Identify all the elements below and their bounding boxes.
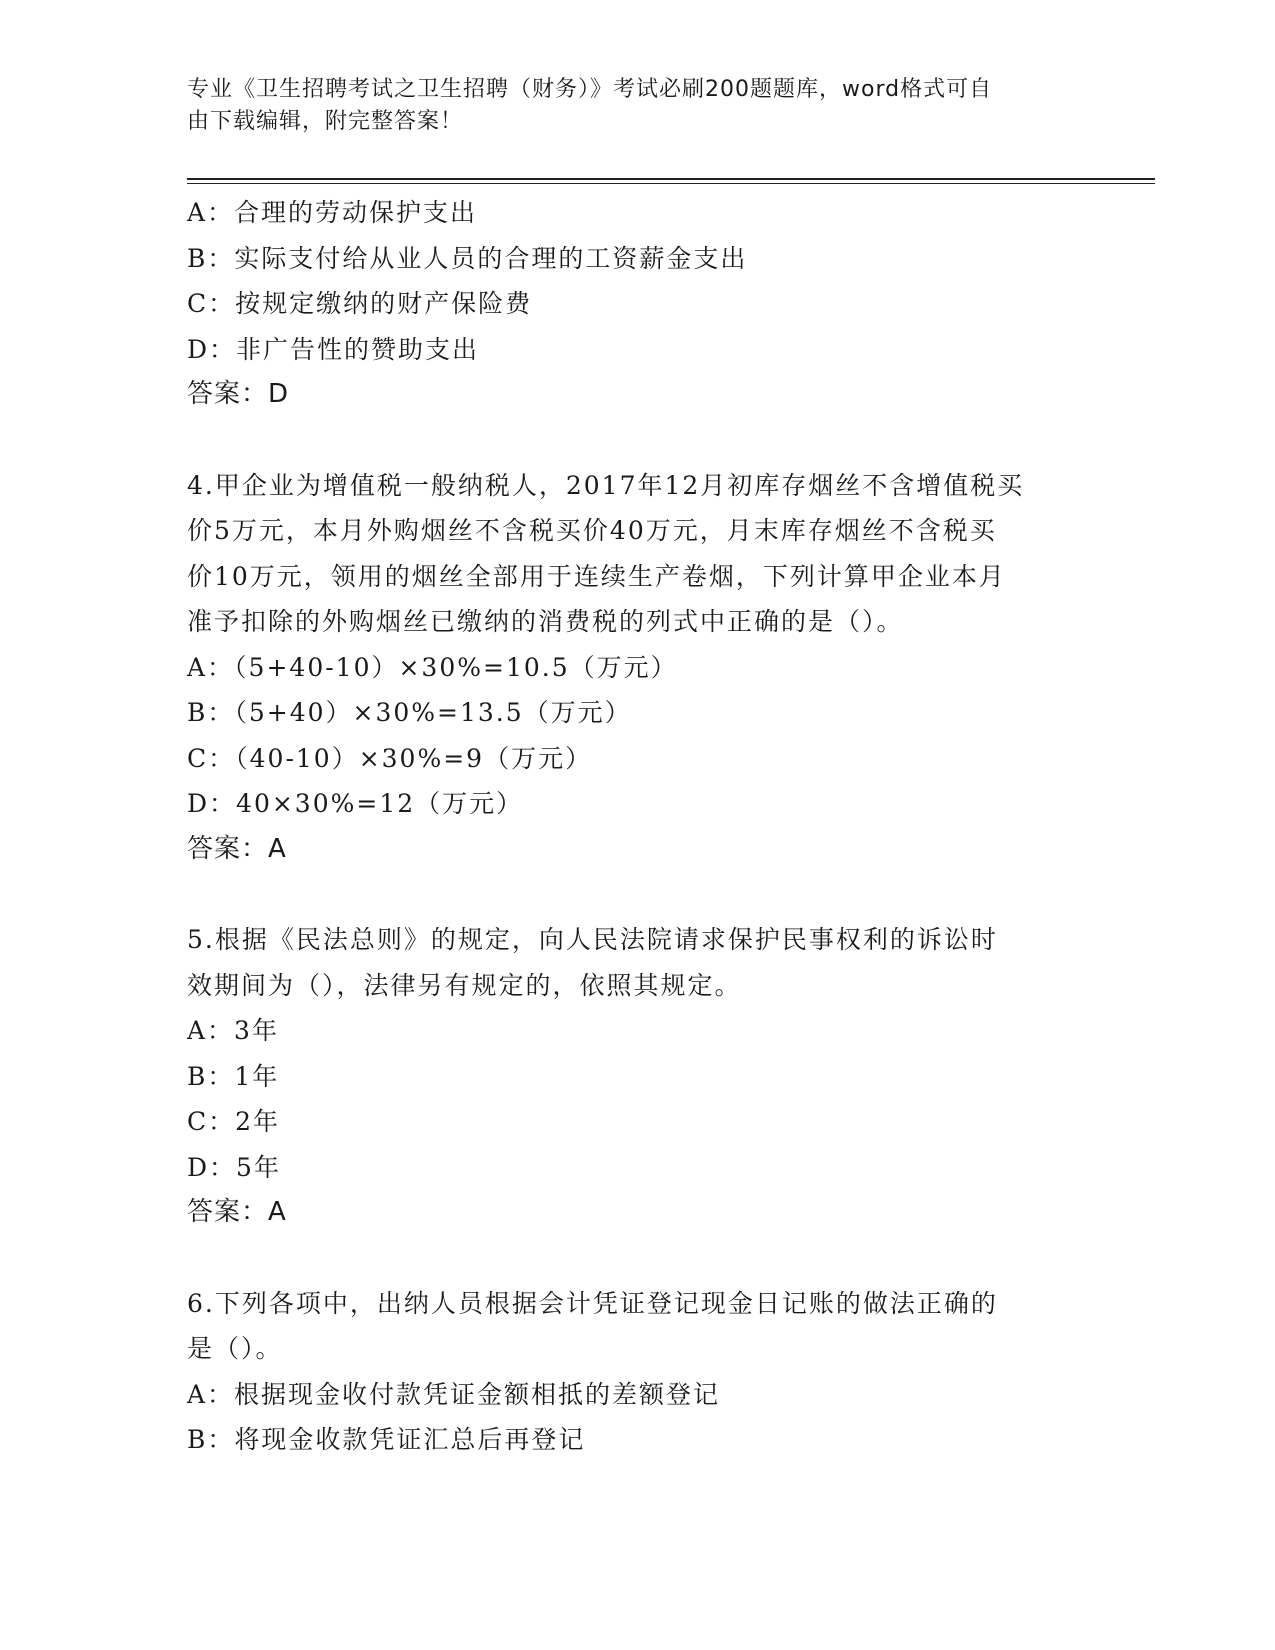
option-c: C：按规定缴纳的财产保险费 bbox=[187, 289, 533, 318]
question-text-line: 5.根据《民法总则》的规定，向人民法院请求保护民事权利的诉讼时 bbox=[187, 925, 998, 954]
block-spacer bbox=[187, 418, 1087, 463]
answer-line: 答案：A bbox=[187, 833, 287, 864]
question-text-line: 4.甲企业为增值税一般纳税人，2017年12月初库存烟丝不含增值税买 bbox=[187, 470, 1025, 500]
option-b: B：（5+40）×30%=13.5（万元） bbox=[187, 698, 632, 727]
question-text-line: 价5万元，本月外购烟丝不含税买价40万元，月末库存烟丝不含税买 bbox=[187, 516, 997, 545]
question-list bbox=[187, 190, 1087, 1463]
answer-line: 答案：D bbox=[187, 379, 290, 409]
option-c: C：2年 bbox=[187, 1107, 281, 1136]
option-a: A：3年 bbox=[187, 1016, 279, 1045]
answer-line: 答案：A bbox=[187, 1197, 287, 1227]
question-text-line: 是（）。 bbox=[187, 1334, 283, 1363]
option-c: C：（40-10）×30%=9（万元） bbox=[187, 743, 593, 773]
option-b: B：1年 bbox=[187, 1061, 280, 1091]
option-a: A：（5+40-10）×30%=10.5（万元） bbox=[187, 652, 678, 682]
header-divider-thin bbox=[187, 183, 1155, 184]
option-b: B：实际支付给从业人员的合理的工资薪金支出 bbox=[187, 243, 748, 273]
block-spacer bbox=[187, 872, 1087, 917]
document-header bbox=[187, 74, 1067, 138]
option-d: D：40×30%=12（万元） bbox=[187, 789, 524, 818]
question-text-line: 效期间为（），法律另有规定的，依照其规定。 bbox=[187, 970, 742, 1000]
option-b: B：将现金收款凭证汇总后再登记 bbox=[187, 1425, 586, 1454]
question-block bbox=[187, 1281, 1087, 1463]
option-a: A：根据现金收付款凭证金额相抵的差额登记 bbox=[187, 1379, 721, 1409]
option-a: A：合理的劳动保护支出 bbox=[187, 198, 478, 227]
question-block bbox=[187, 190, 1087, 418]
block-spacer bbox=[187, 1236, 1087, 1281]
option-d: D：5年 bbox=[187, 1152, 281, 1182]
header-line-1: 专业《卫生招聘考试之卫生招聘（财务）》考试必刷200题题库，word格式可自 bbox=[187, 77, 993, 102]
option-d: D：非广告性的赞助支出 bbox=[187, 334, 480, 364]
question-text-line: 6.下列各项中，出纳人员根据会计凭证登记现金日记账的做法正确的 bbox=[187, 1288, 998, 1318]
question-block bbox=[187, 463, 1087, 873]
question-block bbox=[187, 917, 1087, 1236]
question-text-line: 价10万元，领用的烟丝全部用于连续生产卷烟，下列计算甲企业本月 bbox=[187, 561, 1006, 591]
header-line-2: 由下载编辑，附完整答案！ bbox=[187, 109, 464, 134]
header-divider-thick bbox=[187, 178, 1155, 180]
question-text-line: 准予扣除的外购烟丝已缴纳的消费税的列式中正确的是（）。 bbox=[187, 607, 904, 636]
